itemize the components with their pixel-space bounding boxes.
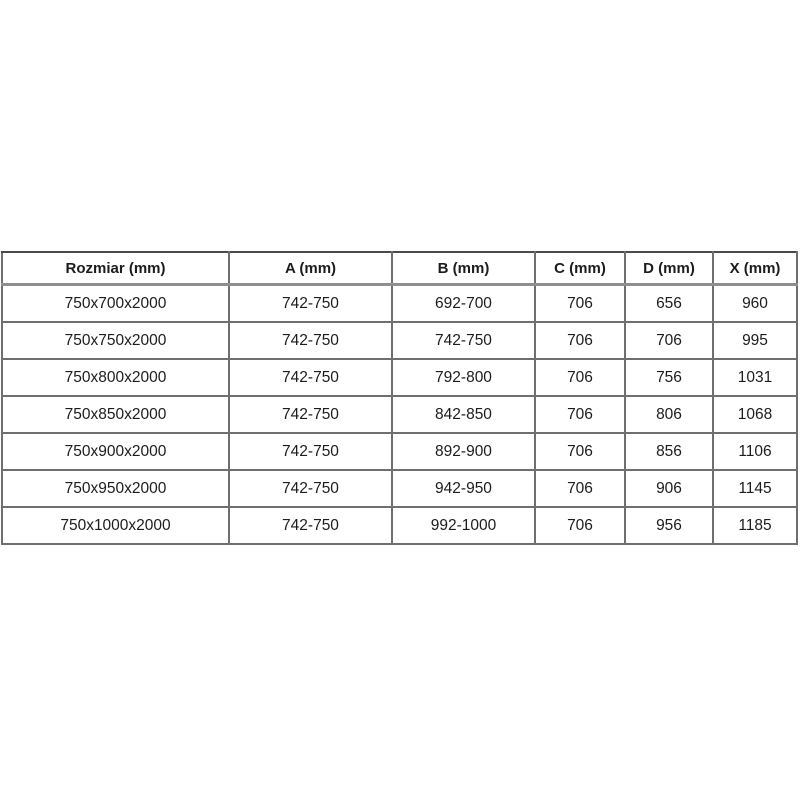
cell-d: 856	[625, 433, 713, 470]
cell-c: 706	[535, 359, 625, 396]
cell-rozmiar: 750x850x2000	[2, 396, 229, 433]
cell-a: 742-750	[229, 396, 392, 433]
cell-a: 742-750	[229, 507, 392, 544]
cell-x: 960	[713, 285, 797, 323]
cell-b: 792-800	[392, 359, 535, 396]
cell-x: 1145	[713, 470, 797, 507]
cell-rozmiar: 750x800x2000	[2, 359, 229, 396]
cell-c: 706	[535, 322, 625, 359]
cell-c: 706	[535, 433, 625, 470]
table-row	[2, 470, 797, 507]
table-row	[2, 433, 797, 470]
col-header-rozmiar: Rozmiar (mm)	[2, 252, 229, 285]
table-row	[2, 285, 797, 323]
cell-a: 742-750	[229, 470, 392, 507]
cell-rozmiar: 750x700x2000	[2, 285, 229, 323]
cell-b: 692-700	[392, 285, 535, 323]
cell-x: 1106	[713, 433, 797, 470]
cell-d: 956	[625, 507, 713, 544]
cell-b: 742-750	[392, 322, 535, 359]
cell-d: 706	[625, 322, 713, 359]
col-header-d: D (mm)	[625, 252, 713, 285]
cell-a: 742-750	[229, 359, 392, 396]
cell-d: 756	[625, 359, 713, 396]
cell-rozmiar: 750x1000x2000	[2, 507, 229, 544]
cell-b: 992-1000	[392, 507, 535, 544]
cell-x: 995	[713, 322, 797, 359]
cell-c: 706	[535, 507, 625, 544]
table-row	[2, 359, 797, 396]
table-row	[2, 396, 797, 433]
col-header-a: A (mm)	[229, 252, 392, 285]
cell-x: 1185	[713, 507, 797, 544]
cell-c: 706	[535, 285, 625, 323]
col-header-c: C (mm)	[535, 252, 625, 285]
dimensions-table	[1, 251, 798, 545]
cell-c: 706	[535, 470, 625, 507]
cell-d: 656	[625, 285, 713, 323]
cell-d: 906	[625, 470, 713, 507]
cell-d: 806	[625, 396, 713, 433]
cell-x: 1068	[713, 396, 797, 433]
table-row	[2, 507, 797, 544]
cell-rozmiar: 750x900x2000	[2, 433, 229, 470]
cell-b: 942-950	[392, 470, 535, 507]
cell-a: 742-750	[229, 433, 392, 470]
cell-rozmiar: 750x750x2000	[2, 322, 229, 359]
cell-b: 892-900	[392, 433, 535, 470]
cell-rozmiar: 750x950x2000	[2, 470, 229, 507]
table-row	[2, 322, 797, 359]
cell-c: 706	[535, 396, 625, 433]
col-header-x: X (mm)	[713, 252, 797, 285]
col-header-b: B (mm)	[392, 252, 535, 285]
cell-a: 742-750	[229, 285, 392, 323]
cell-b: 842-850	[392, 396, 535, 433]
cell-x: 1031	[713, 359, 797, 396]
header-row	[2, 252, 797, 285]
cell-a: 742-750	[229, 322, 392, 359]
